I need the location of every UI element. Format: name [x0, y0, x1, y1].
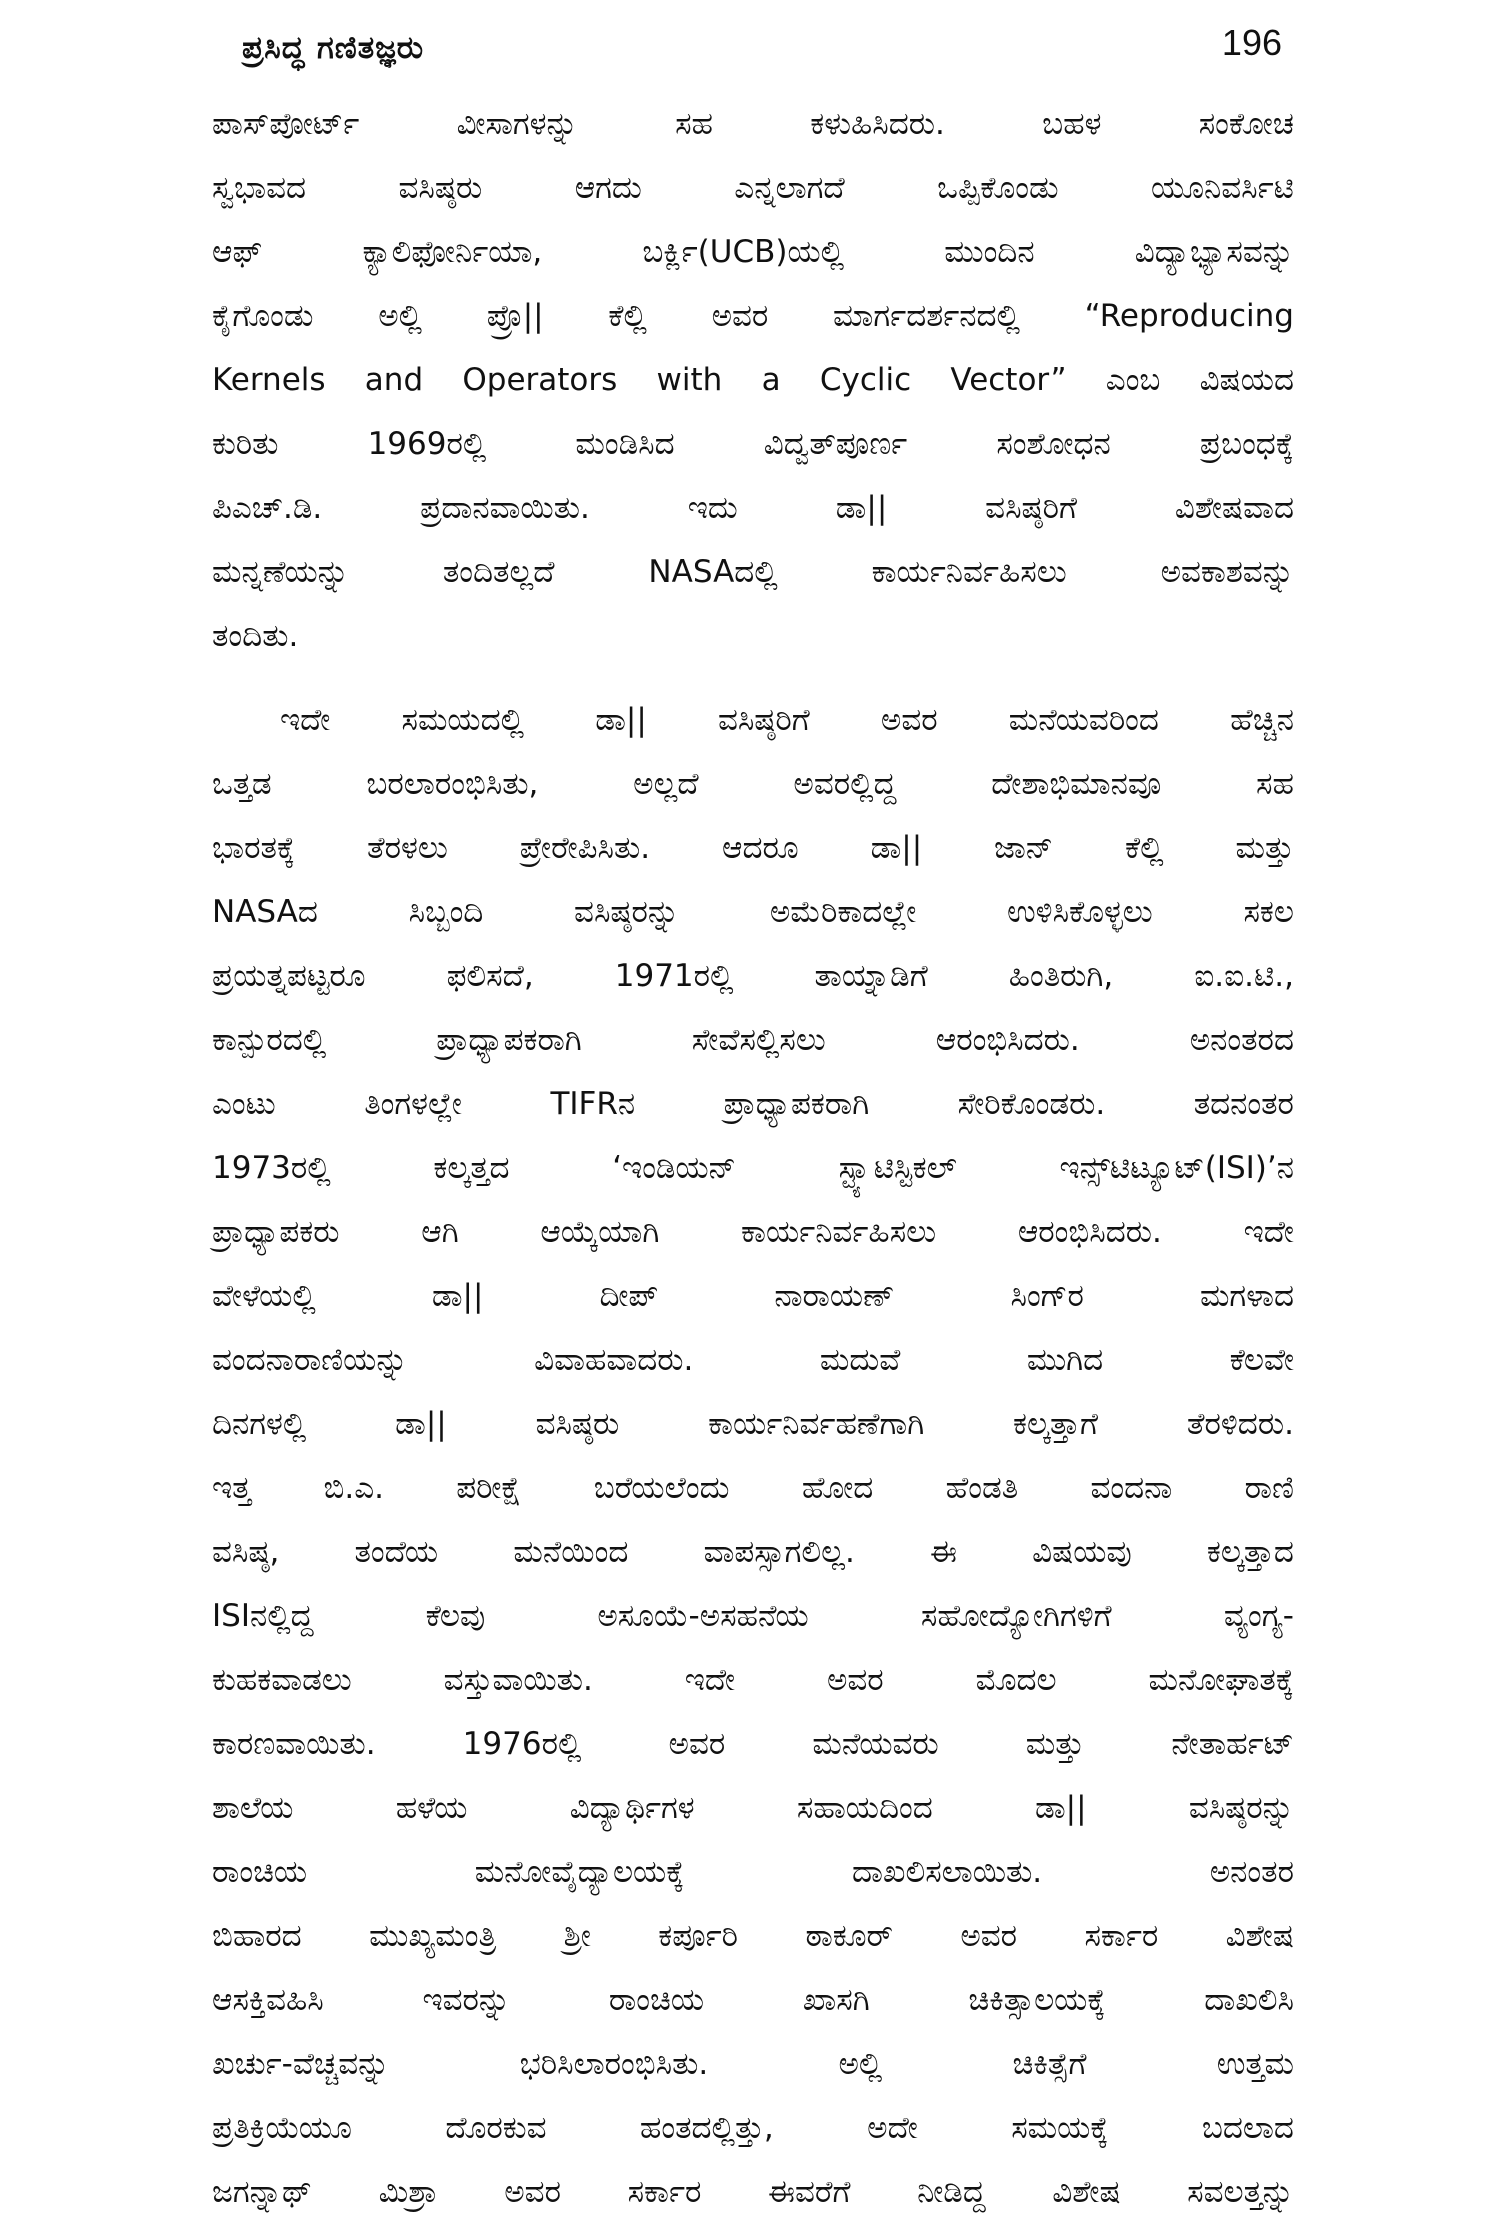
text-line: ಕುರಿತು 1969ರಲ್ಲಿ ಮಂಡಿಸಿದ ವಿದ್ವತ್‌ಪೂರ್ಣ ಸಂಶೋಧನ ಪ್ರಬಂಧಕ್ಕೆ	[212, 426, 1294, 462]
text-line: ಕೈಗೊಂಡು ಅಲ್ಲಿ ಪ್ರೊ|| ಕೆಲ್ಲಿ ಅವರ ಮಾರ್ಗದರ್ಶನದಲ್ಲಿ “Reproducing	[212, 298, 1294, 334]
text-line: ಒತ್ತಡ ಬರಲಾರಂಭಿಸಿತು, ಅಲ್ಲದೆ ಅವರಲ್ಲಿದ್ದ ದೇಶಾಭಿಮಾನವೂ ಸಹ	[212, 766, 1294, 802]
text-line: ಖರ್ಚು-ವೆಚ್ಚವನ್ನು ಭರಿಸಿಲಾರಂಭಿಸಿತು. ಅಲ್ಲಿ ಚಿಕಿತ್ಸೆಗೆ ಉತ್ತಮ	[212, 2046, 1294, 2082]
text-line: ದಿನಗಳಲ್ಲಿ ಡಾ|| ವಸಿಷ್ಠರು ಕಾರ್ಯನಿರ್ವಹಣೆಗಾಗಿ ಕಲ್ಕತ್ತಾಗೆ ತೆರಳಿದರು.	[212, 1406, 1294, 1442]
text-line: ವಸಿಷ್ಠ, ತಂದೆಯ ಮನೆಯಿಂದ ವಾಪಸ್ಸಾಗಲಿಲ್ಲ. ಈ ವಿಷಯವು ಕಲ್ಕತ್ತಾದ	[212, 1534, 1294, 1570]
text-line: ವಂದನಾರಾಣಿಯನ್ನು ವಿವಾಹವಾದರು. ಮದುವೆ ಮುಗಿದ ಕೆಲವೇ	[212, 1342, 1294, 1378]
page-number: 196	[1221, 22, 1282, 63]
text-line: ಶಾಲೆಯ ಹಳೆಯ ವಿದ್ಯಾರ್ಥಿಗಳ ಸಹಾಯದಿಂದ ಡಾ|| ವಸಿಷ್ಠರನ್ನು	[212, 1790, 1294, 1826]
paragraph	[212, 92, 1294, 668]
text-line: ಸ್ವಭಾವದ ವಸಿಷ್ಠರು ಆಗದು ಎನ್ನಲಾಗದೆ ಒಪ್ಪಿಕೊಂಡು ಯೂನಿವರ್ಸಿಟಿ	[212, 170, 1294, 206]
text-line: ಕುಹಕವಾಡಲು ವಸ್ತುವಾಯಿತು. ಇದೇ ಅವರ ಮೊದಲ ಮನೋಘಾತಕ್ಕೆ	[212, 1662, 1294, 1698]
paragraph	[212, 688, 1294, 2224]
text-line: NASAದ ಸಿಬ್ಬಂದಿ ವಸಿಷ್ಠರನ್ನು ಅಮೆರಿಕಾದಲ್ಲೇ ಉಳಿಸಿಕೊಳ್ಳಲು ಸಕಲ	[212, 894, 1294, 930]
text-line: ಪ್ರತಿಕ್ರಿಯೆಯೂ ದೊರಕುವ ಹಂತದಲ್ಲಿತ್ತು, ಅದೇ ಸಮಯಕ್ಕೆ ಬದಲಾದ	[212, 2110, 1294, 2146]
book-title: ಪ್ರಸಿದ್ಧ ಗಣಿತಜ್ಞರು	[242, 30, 425, 66]
text-line: ರಾಂಚಿಯ ಮನೋವೈದ್ಯಾಲಯಕ್ಕೆ ದಾಖಲಿಸಲಾಯಿತು. ಅನಂತರ	[212, 1854, 1294, 1890]
text-line: ಆಫ್ ಕ್ಯಾಲಿಫೋರ್ನಿಯಾ, ಬರ್ಕ್ಲಿ(UCB)ಯಲ್ಲಿ ಮುಂದಿನ ವಿದ್ಯಾಭ್ಯಾಸವನ್ನು	[212, 234, 1294, 270]
text-line: ಕಾರಣವಾಯಿತು. 1976ರಲ್ಲಿ ಅವರ ಮನೆಯವರು ಮತ್ತು ನೇತಾರ್ಹಟ್	[212, 1726, 1294, 1762]
book-page	[212, 22, 1294, 2210]
body-text	[212, 92, 1294, 2224]
running-head	[212, 22, 1294, 80]
text-line: ಮನ್ನಣೆಯನ್ನು ತಂದಿತಲ್ಲದೆ NASAದಲ್ಲಿ ಕಾರ್ಯನಿರ್ವಹಿಸಲು ಅವಕಾಶವನ್ನು	[212, 554, 1294, 590]
text-line: 1973ರಲ್ಲಿ ಕಲ್ಕತ್ತದ ‘ಇಂಡಿಯನ್ ಸ್ಟ್ಯಾಟಿಸ್ಟಿಕಲ್ ಇನ್ಸ್‌ಟಿಟ್ಯೂಟ್(ISI)’ನ	[212, 1150, 1294, 1186]
text-line: ಜಗನ್ನಾಥ್ ಮಿಶ್ರಾ ಅವರ ಸರ್ಕಾರ ಈವರೆಗೆ ನೀಡಿದ್ದ ವಿಶೇಷ ಸವಲತ್ತನ್ನು	[212, 2174, 1294, 2210]
text-line: ಪಾಸ್‌ಪೋರ್ಟ್ ವೀಸಾಗಳನ್ನು ಸಹ ಕಳುಹಿಸಿದರು. ಬಹಳ ಸಂಕೋಚ	[212, 106, 1294, 142]
text-line: Kernels and Operators with a Cyclic Vector” ಎಂಬ ವಿಷಯದ	[212, 362, 1294, 398]
text-line: ಬಿಹಾರದ ಮುಖ್ಯಮಂತ್ರಿ ಶ್ರೀ ಕರ್ಪೂರಿ ಠಾಕೂರ್ ಅವರ ಸರ್ಕಾರ ವಿಶೇಷ	[212, 1918, 1294, 1954]
text-line: ಭಾರತಕ್ಕೆ ತೆರಳಲು ಪ್ರೇರೇಪಿಸಿತು. ಆದರೂ ಡಾ|| ಜಾನ್ ಕೆಲ್ಲಿ ಮತ್ತು	[212, 830, 1294, 866]
text-line: ಪ್ರಾಧ್ಯಾಪಕರು ಆಗಿ ಆಯ್ಕೆಯಾಗಿ ಕಾರ್ಯನಿರ್ವಹಿಸಲು ಆರಂಭಿಸಿದರು. ಇದೇ	[212, 1214, 1294, 1250]
text-line: ಪಿಎಚ್.ಡಿ. ಪ್ರದಾನವಾಯಿತು. ಇದು ಡಾ|| ವಸಿಷ್ಠರಿಗೆ ವಿಶೇಷವಾದ	[212, 490, 1294, 526]
text-line: ತಂದಿತು.	[212, 618, 299, 654]
text-line: ಇದೇ ಸಮಯದಲ್ಲಿ ಡಾ|| ವಸಿಷ್ಠರಿಗೆ ಅವರ ಮನೆಯವರಿಂದ ಹೆಚ್ಚಿನ	[280, 702, 1294, 738]
text-line: ಪ್ರಯತ್ನಪಟ್ಟರೂ ಫಲಿಸದೆ, 1971ರಲ್ಲಿ ತಾಯ್ನಾಡಿಗೆ ಹಿಂತಿರುಗಿ, ಐ.ಐ.ಟಿ.,	[212, 958, 1294, 994]
text-line: ವೇಳೆಯಲ್ಲಿ ಡಾ|| ದೀಪ್ ನಾರಾಯಣ್ ಸಿಂಗ್‌ರ ಮಗಳಾದ	[212, 1278, 1294, 1314]
text-line: ISIನಲ್ಲಿದ್ದ ಕೆಲವು ಅಸೂಯೆ-ಅಸಹನೆಯ ಸಹೋದ್ಯೋಗಿಗಳಿಗೆ ವ್ಯಂಗ್ಯ-	[212, 1598, 1294, 1634]
text-line: ಇತ್ತ ಬಿ.ಎ. ಪರೀಕ್ಷೆ ಬರೆಯಲೆಂದು ಹೋದ ಹೆಂಡತಿ ವಂದನಾ ರಾಣಿ	[212, 1470, 1294, 1506]
text-line: ಎಂಟು ತಿಂಗಳಲ್ಲೇ TIFRನ ಪ್ರಾಧ್ಯಾಪಕರಾಗಿ ಸೇರಿಕೊಂಡರು. ತದನಂತರ	[212, 1086, 1294, 1122]
text-line: ಕಾನ್ಪುರದಲ್ಲಿ ಪ್ರಾಧ್ಯಾಪಕರಾಗಿ ಸೇವೆಸಲ್ಲಿಸಲು ಆರಂಭಿಸಿದರು. ಅನಂತರದ	[212, 1022, 1294, 1058]
text-line: ಆಸಕ್ತಿವಹಿಸಿ ಇವರನ್ನು ರಾಂಚಿಯ ಖಾಸಗಿ ಚಿಕಿತ್ಸಾಲಯಕ್ಕೆ ದಾಖಲಿಸಿ	[212, 1982, 1294, 2018]
